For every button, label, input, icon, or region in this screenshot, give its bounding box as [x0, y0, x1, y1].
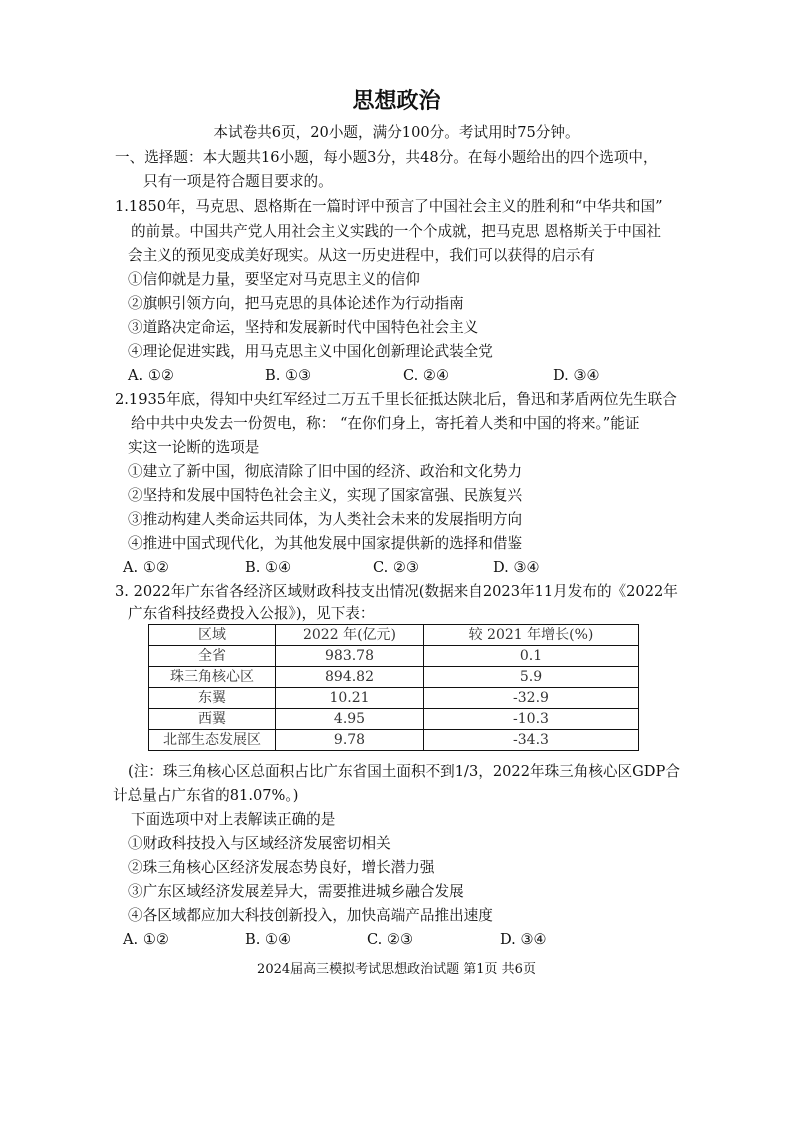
table-row — [149, 688, 639, 709]
table-cell: 894.82 — [276, 667, 424, 688]
table-cell: -32.9 — [424, 688, 639, 709]
table-cell: 983.78 — [276, 646, 424, 667]
table-cell: -10.3 — [424, 709, 639, 730]
data-table — [148, 624, 639, 751]
q3-note: (注：珠三角核心区总面积占比广东省国土面积不到1/3，2022年珠三角核心区GDP合 — [128, 763, 680, 780]
q3-option-c: C. ②③ — [367, 931, 414, 948]
table-cell: 东翼 — [149, 688, 276, 709]
section-heading: 一、选择题：本大题共16小题，每小题3分，共48分。在每小题给出的四个选项中， — [115, 149, 658, 166]
q2-stem: 给中共中央发去一份贺电，称： “在你们身上，寄托着人类和中国的将来。”能证 — [131, 415, 640, 432]
table-header-row — [149, 625, 639, 646]
table-cell: 10.21 — [276, 688, 424, 709]
table-cell: 珠三角核心区 — [149, 667, 276, 688]
q3-option-a: A. ①② — [123, 931, 169, 948]
q3-stem: 3. 2022年广东省各经济区域财政科技支出情况(数据来自2023年11月发布的《2022年 — [115, 583, 678, 600]
q1-item: ②旗帜引领方向，把马克思的具体论述作为行动指南 — [128, 295, 464, 312]
table-row — [149, 667, 639, 688]
page-title: 思想政治 — [352, 89, 441, 114]
table-cell: 全省 — [149, 646, 276, 667]
q3-item: ②珠三角核心区经济发展态势良好，增长潜力强 — [128, 859, 435, 876]
q1-item: ④理论促进实践，用马克思主义中国化创新理论武装全党 — [128, 343, 493, 360]
section-heading-cont: 只有一项是符合题目要求的。 — [143, 173, 333, 190]
table-cell: 北部生态发展区 — [149, 730, 276, 751]
q2-option-d: D. ③④ — [493, 559, 540, 576]
table-header: 较 2021 年增长(%) — [424, 625, 639, 646]
q3-prompt: 下面选项中对上表解读正确的是 — [131, 811, 336, 828]
q3-option-b: B. ①④ — [245, 931, 292, 948]
table-cell: 0.1 — [424, 646, 639, 667]
q1-item: ①信仰就是力量，要坚定对马克思主义的信仰 — [128, 271, 420, 288]
table-cell: -34.3 — [424, 730, 639, 751]
table-cell: 9.78 — [276, 730, 424, 751]
q2-option-c: C. ②③ — [373, 559, 420, 576]
table-row — [149, 730, 639, 751]
q2-item: ①建立了新中国，彻底清除了旧中国的经济、政治和文化势力 — [128, 463, 523, 480]
q1-option-d: D. ③④ — [553, 367, 600, 384]
exam-intro: 本试卷共6页，20小题，满分100分。考试用时75分钟。 — [213, 124, 580, 141]
q1-item: ③道路决定命运，坚持和发展新时代中国特色社会主义 — [128, 319, 479, 336]
q2-item: ③推动构建人类命运共同体，为人类社会未来的发展指明方向 — [128, 511, 523, 528]
q3-item: ④各区域都应加大科技创新投入，加快高端产品推出速度 — [128, 907, 493, 924]
q1-stem: 的前景。中国共产党人用社会主义实践的一个个成就，把马克思 恩格斯关于中国社 — [131, 223, 662, 240]
table-header: 区域 — [149, 625, 276, 646]
q2-stem: 2.1935年底，得知中央红军经过二万五千里长征抵达陕北后，鲁迅和茅盾两位先生联合 — [115, 391, 677, 408]
table-cell: 4.95 — [276, 709, 424, 730]
q3-stem: 广东省科技经费投入公报》)，见下表： — [128, 605, 375, 622]
q1-option-a: A. ①② — [128, 367, 174, 384]
q3-item: ①财政科技投入与区域经济发展密切相关 — [128, 835, 391, 852]
table-row — [149, 646, 639, 667]
q1-stem: 会主义的预见变成美好现实。从这一历史进程中，我们可以获得的启示有 — [128, 247, 596, 264]
page-footer: 2024届高三模拟考试思想政治试题 第1页 共6页 — [257, 962, 536, 977]
q2-option-a: A. ①② — [123, 559, 169, 576]
q2-option-b: B. ①④ — [245, 559, 292, 576]
q2-item: ④推进中国式现代化，为其他发展中国家提供新的选择和借鉴 — [128, 535, 523, 552]
table-cell: 5.9 — [424, 667, 639, 688]
q2-item: ②坚持和发展中国特色社会主义，实现了国家富强、民族复兴 — [128, 487, 523, 504]
q2-stem: 实这一论断的选项是 — [128, 439, 260, 456]
table-row — [149, 709, 639, 730]
q3-item: ③广东区域经济发展差异大，需要推进城乡融合发展 — [128, 883, 464, 900]
q3-note: 计总量占广东省的81.07%。) — [113, 787, 299, 804]
table-header: 2022 年(亿元) — [276, 625, 424, 646]
table-cell: 西翼 — [149, 709, 276, 730]
q1-option-b: B. ①③ — [265, 367, 312, 384]
q1-option-c: C. ②④ — [403, 367, 450, 384]
q3-option-d: D. ③④ — [500, 931, 547, 948]
q1-stem: 1.1850年，马克思、恩格斯在一篇时评中预言了中国社会主义的胜利和“中华共和国” — [115, 198, 663, 215]
